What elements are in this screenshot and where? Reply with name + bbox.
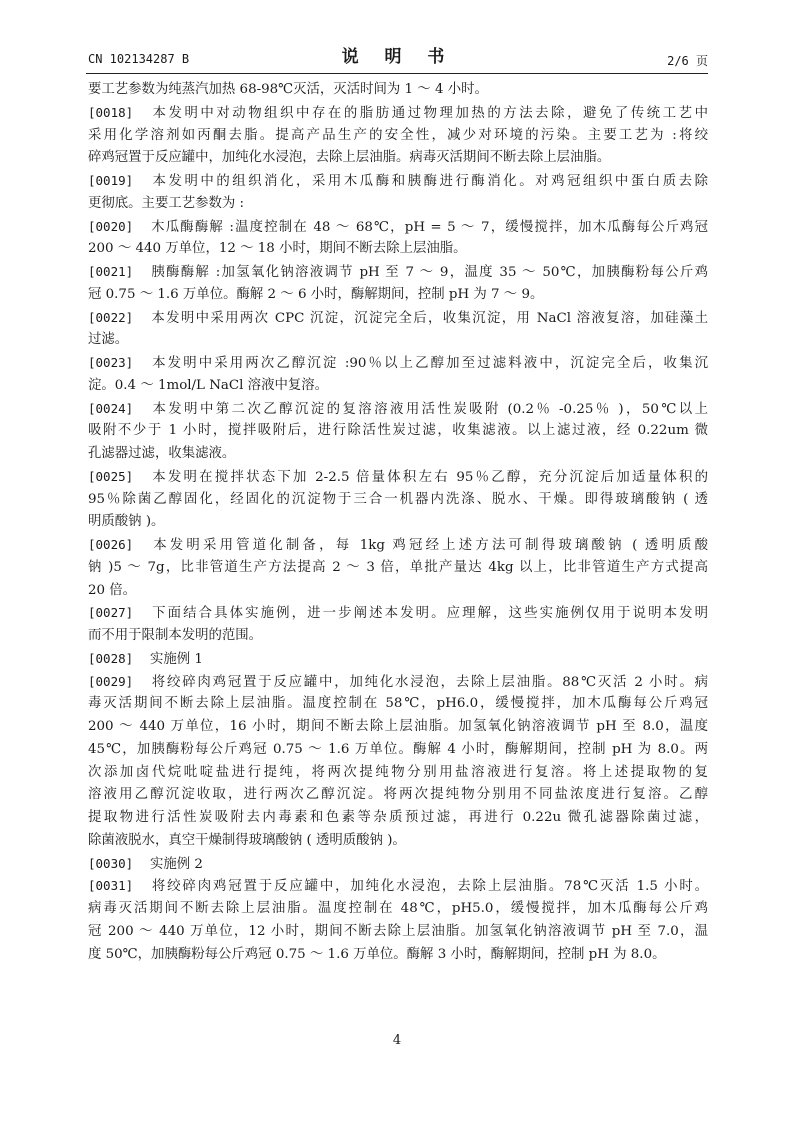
line-text: 明质酸钠 )。 (88, 514, 165, 530)
paragraph-line (88, 693, 708, 716)
line-text: 更彻底。主要工艺参数为 : (88, 195, 245, 211)
line-text: 溶液用乙醇沉淀收取，进行两次乙醇沉淀。将两次提纯物分别用不同盐浓度进行复溶。乙醇 (88, 787, 708, 803)
line-text: 本发明在搅拌状态下加 2-2.5 倍量体积左右 95％乙醇，充分沉淀后加适量体积的 (150, 469, 708, 485)
paragraph-line (88, 580, 708, 603)
section-title: 说 明 书 (341, 47, 455, 67)
line-text: 过滤。 (88, 332, 129, 348)
paragraph-line (88, 716, 708, 739)
line-text: 95％除菌乙醇固化，经固化的沉淀物于三合一机器内洗涤、脱水、干燥。即得玻璃酸钠 ( 透 (88, 491, 708, 507)
line-text: 本发明中采用两次 CPC 沉淀，沉淀完全后，收集沉淀，用 NaCl 溶液复溶，加硅藻土 (150, 310, 708, 326)
paragraph-line (88, 307, 708, 330)
line-text: 下面结合具体实施例，进一步阐述本发明。应理解，这些实施例仅用于说明本发明 (150, 606, 708, 622)
line-text: 而不用于限制本发明的范围。 (88, 628, 263, 643)
line-text: 胰酶酶解 :加氢氧化钠溶液调节 pH 至 7 ～ 9，温度 35 ～ 50℃，加胰酶粉每公斤鸡 (150, 265, 708, 280)
line-text: 本发明采用管道化制备，每 1kg 鸡冠经上述方法可制得玻璃酸钠 ( 透明质酸 (150, 538, 708, 553)
paragraph-line (88, 329, 708, 352)
line-text: 病毒灭活期间不断去除上层油脂。温度控制在 48℃，pH5.0，缓慢搅拌，加木瓜酶每公斤鸡 (88, 901, 708, 916)
paragraph-line (88, 375, 708, 398)
paragraph (88, 307, 708, 353)
line-text: 45℃，加胰酶粉每公斤鸡冠 0.75 ～ 1.6 万单位。酶解 4 小时，酶解期间，控制 pH 为 8.0。两 (88, 741, 708, 757)
paragraph-number: [0031] (88, 878, 134, 894)
line-text: 钠 )5 ～ 7g，比非管道生产方法提高 2 ～ 3 倍，单批产量达 4kg 以上，比非管道生产方式提高 (88, 559, 708, 575)
paragraph-number: [0023] (88, 355, 134, 370)
paragraph-number: [0026] (88, 537, 134, 552)
paragraph-line (88, 261, 708, 284)
paragraph (88, 352, 708, 398)
paragraph-line (88, 557, 708, 580)
line-text: 木瓜酶酶解 :温度控制在 48 ～ 68℃，pH = 5 ～ 7，缓慢搅拌，加木瓜酶每公斤鸡冠 (150, 219, 708, 235)
line-text: 将绞碎肉鸡冠置于反应罐中，加纯化水浸泡，去除上层油脂。78℃灭活 1.5 小时。 (150, 879, 708, 895)
line-text: 度 50℃，加胰酶粉每公斤鸡冠 0.75 ～ 1.6 万单位。酶解 3 小时，酶解期间，控制 pH 为 8.0。 (88, 946, 666, 962)
paragraph-line (88, 284, 708, 307)
paragraph (88, 466, 708, 534)
paragraph (88, 170, 708, 216)
paragraph (88, 671, 708, 853)
line-text: 本发明中对动物组织中存在的脂肪通过物理加热的方法去除，避免了传统工艺中 (150, 105, 708, 121)
paragraph (88, 534, 708, 602)
paragraph-line (88, 216, 708, 239)
line-text: 本发明中的组织消化，采用木瓜酶和胰酶进行酶消化。对鸡冠组织中蛋白质去除 (150, 174, 708, 189)
paragraph-line (88, 853, 708, 876)
line-text: 要工艺参数为纯蒸汽加热 68-98℃灭活，灭活时间为 1 ～ 4 小时。 (88, 82, 488, 97)
line-text: 实施例 2 (150, 856, 203, 872)
paragraph-line (88, 625, 708, 648)
line-text: 本发明中采用两次乙醇沉淀 :90％以上乙醇加至过滤料液中，沉淀完全后，收集沉 (150, 356, 708, 371)
paragraph-number: [0021] (88, 264, 134, 279)
paragraph-line (88, 238, 708, 261)
line-text: 采用化学溶剂如丙酮去脂。提高产品生产的安全性，减少对环境的污染。主要工艺为 :将绞 (88, 127, 708, 143)
paragraph-line (88, 944, 708, 967)
paragraph-line (88, 534, 708, 557)
paragraph (88, 853, 708, 876)
line-text: 20 倍。 (88, 582, 137, 598)
paragraph-line (88, 807, 708, 830)
paragraph-line (88, 511, 708, 534)
paragraph-line (88, 193, 708, 216)
paragraph (88, 648, 708, 671)
paragraph (88, 398, 708, 466)
paragraph-line (88, 671, 708, 694)
paragraph (88, 261, 708, 307)
paragraph (88, 79, 708, 102)
line-text: 200 ～ 440 万单位，12 ～ 18 小时，期间不断去除上层油脂。 (88, 241, 467, 257)
line-text: 本发明中第二次乙醇沉淀的复溶溶液用活性炭吸附 (0.2％ -0.25％ )，50℃以上 (150, 401, 708, 417)
paragraph-line (88, 898, 708, 921)
paragraph-number: [0030] (88, 855, 134, 871)
line-text: 孔滤器过滤，收集滤液。 (88, 446, 236, 461)
paragraph-line (88, 489, 708, 512)
paragraph-line (88, 921, 708, 944)
paragraph-line (88, 466, 708, 489)
line-text: 吸附不少于 1 小时，搅拌吸附后，进行除活性炭过滤，收集滤液。以上滤过液，经 0.22um 微 (88, 423, 708, 439)
line-text: 冠 0.75 ～ 1.6 万单位。酶解 2 ～ 6 小时，酶解期间，控制 pH 为 7 ～ 9。 (88, 286, 544, 302)
line-text: 200 ～ 440 万单位，16 小时，期间不断去除上层油脂。加氢氧化钠溶液调节 pH 至 8.0，温度 (88, 719, 708, 734)
line-text: 提取物进行活性炭吸附去内毒素和色素等杂质预过滤，再进行 0.22u 微孔滤器除菌过滤， (88, 810, 708, 825)
paragraph (88, 216, 708, 262)
paragraph-number: [0027] (88, 605, 134, 621)
line-text: 毒灭活期间不断去除上层油脂。温度控制在 58℃，pH6.0，缓慢搅拌，加木瓜酶每公斤鸡冠 (88, 696, 708, 712)
paragraph-line (88, 648, 708, 671)
paragraph-number: [0020] (88, 218, 134, 234)
paragraph (88, 875, 708, 966)
paragraph-line (88, 398, 708, 421)
paragraph-number: [0024] (88, 400, 134, 416)
paragraph (88, 602, 708, 648)
paragraph-line (88, 170, 708, 193)
patent-number: CN 102134287 B (88, 52, 190, 66)
paragraph-line (88, 739, 708, 762)
paragraph-number: [0022] (88, 309, 134, 325)
paragraph-line (88, 762, 708, 785)
paragraph-number: [0029] (88, 673, 134, 689)
line-text: 实施例 1 (150, 651, 203, 667)
line-text: 碎鸡冠置于反应罐中，加纯化水浸泡，去除上层油脂。病毒灭活期间不断去除上层油脂。 (88, 150, 611, 166)
paragraph-line (88, 830, 708, 853)
header-divider (86, 73, 708, 74)
document-body (88, 79, 708, 966)
paragraph-line (88, 420, 708, 443)
paragraph-line (88, 602, 708, 625)
paragraph-line (88, 147, 708, 170)
paragraph-line (88, 79, 708, 102)
paragraph-number: [0028] (88, 650, 134, 666)
page-header (88, 42, 708, 72)
line-text: 次添加卤代烷吡啶盐进行提纯，将两次提纯物分别用盐溶液进行复溶。将上述提取物的复 (88, 764, 708, 780)
line-text: 将绞碎肉鸡冠置于反应罐中，加纯化水浸泡，去除上层油脂。88℃灭活 2 小时。病 (150, 674, 708, 690)
paragraph-number: [0019] (88, 173, 134, 188)
paragraph-line (88, 352, 708, 375)
line-text: 除菌液脱水，真空干燥制得玻璃酸钠 ( 透明质酸钠 )。 (88, 832, 406, 848)
page-of-indicator: 2/6 页 (667, 54, 708, 68)
paragraph (88, 102, 708, 170)
paragraph-number: [0025] (88, 468, 134, 484)
paragraph-line (88, 875, 708, 898)
paragraph-number: [0018] (88, 104, 134, 120)
page-number: 4 (392, 1033, 402, 1048)
paragraph-line (88, 102, 708, 125)
paragraph-line (88, 784, 708, 807)
paragraph-line (88, 125, 708, 148)
line-text: 冠 200 ～ 440 万单位，12 小时，期间不断去除上层油脂。加氢氧化钠溶液调节 pH 至 7.0，温 (88, 923, 708, 939)
paragraph-line (88, 443, 708, 466)
line-text: 淀。0.4 ～ 1mol/L NaCl 溶液中复溶。 (88, 377, 329, 393)
